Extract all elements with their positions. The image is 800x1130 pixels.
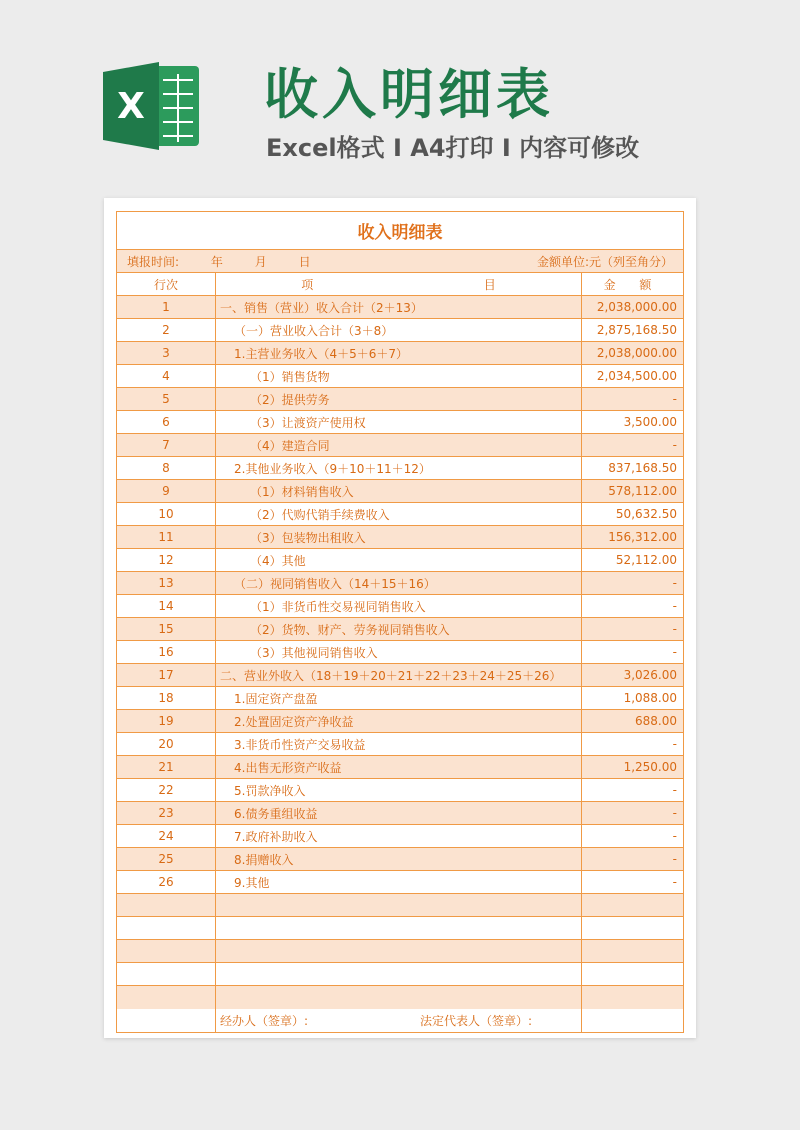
page-header: [0, 0, 800, 190]
table-row: [117, 687, 683, 710]
row-number: 18: [117, 687, 216, 709]
col-header-amount: 金 额: [603, 277, 662, 292]
page-title: 收入明细表: [264, 63, 554, 126]
blank-row: [117, 894, 683, 917]
row-number: 11: [117, 526, 216, 548]
row-amount: -: [672, 645, 677, 659]
row-item: （1）材料销售收入: [216, 480, 582, 502]
row-item: （2）代购代销手续费收入: [216, 503, 582, 525]
table-title: 收入明细表: [117, 212, 683, 250]
unit-label: 金额单位:元（列至角分）: [536, 254, 673, 269]
row-number: 9: [117, 480, 216, 502]
handler-label: 经办人（签章）:: [220, 1014, 309, 1028]
table-row: [117, 756, 683, 779]
row-number: 14: [117, 595, 216, 617]
table-row: [117, 411, 683, 434]
table-row: [117, 618, 683, 641]
row-amount: 578,112.00: [608, 484, 677, 498]
row-amount: 156,312.00: [608, 530, 677, 544]
row-item: 2.处置固定资产净收益: [216, 710, 582, 732]
row-number: 3: [117, 342, 216, 364]
row-item: 6.债务重组收益: [216, 802, 582, 824]
row-number: 1: [117, 296, 216, 318]
table-row: [117, 595, 683, 618]
row-amount: -: [672, 737, 677, 751]
row-number: 25: [117, 848, 216, 870]
table-row: [117, 572, 683, 595]
row-item: （3）让渡资产使用权: [216, 411, 582, 433]
row-number: 12: [117, 549, 216, 571]
table-row: [117, 388, 683, 411]
table-row: [117, 319, 683, 342]
table-row: [117, 434, 683, 457]
row-amount: 2,038,000.00: [596, 300, 677, 314]
row-amount: -: [672, 576, 677, 590]
row-number: 15: [117, 618, 216, 640]
table-row: [117, 710, 683, 733]
row-amount: -: [672, 392, 677, 406]
row-number: 5: [117, 388, 216, 410]
row-item: （3）其他视同销售收入: [216, 641, 582, 663]
excel-logo-icon: [103, 58, 203, 154]
row-number: 21: [117, 756, 216, 778]
row-item: （3）包装物出租收入: [216, 526, 582, 548]
row-item: 5.罚款净收入: [216, 779, 582, 801]
row-item: 7.政府补助收入: [216, 825, 582, 847]
row-item: 4.出售无形资产收益: [216, 756, 582, 778]
row-item: 1.固定资产盘盈: [216, 687, 582, 709]
table-row: [117, 802, 683, 825]
row-item: 8.捐赠收入: [216, 848, 582, 870]
row-item: （一）营业收入合计（3＋8）: [216, 319, 582, 341]
table-row: [117, 825, 683, 848]
row-amount: 3,026.00: [623, 668, 677, 682]
row-number: 13: [117, 572, 216, 594]
row-amount: -: [672, 783, 677, 797]
table-row: [117, 526, 683, 549]
row-amount: 688.00: [635, 714, 677, 728]
signature-row: [117, 1009, 683, 1032]
row-amount: 52,112.00: [615, 553, 677, 567]
row-amount: -: [672, 852, 677, 866]
row-item: （1）销售货物: [216, 365, 582, 387]
blank-row: [117, 917, 683, 940]
table-row: [117, 457, 683, 480]
row-item: （2）货物、财产、劳务视同销售收入: [216, 618, 582, 640]
row-number: 8: [117, 457, 216, 479]
row-item: 二、营业外收入（18＋19＋20＋21＋22＋23＋24＋25＋26）: [216, 664, 582, 686]
row-amount: 2,038,000.00: [596, 346, 677, 360]
table-row: [117, 733, 683, 756]
row-item: （4）其他: [216, 549, 582, 571]
row-amount: -: [672, 829, 677, 843]
row-amount: 1,088.00: [623, 691, 677, 705]
table-row: [117, 779, 683, 802]
column-header-row: [117, 273, 683, 296]
row-amount: -: [672, 875, 677, 889]
table-row: [117, 641, 683, 664]
table-row: [117, 296, 683, 319]
blank-row: [117, 986, 683, 1009]
table-row: [117, 342, 683, 365]
row-amount: 50,632.50: [615, 507, 677, 521]
blank-row: [117, 963, 683, 986]
row-number: 24: [117, 825, 216, 847]
legal-rep-label: 法定代表人（签章）:: [420, 1014, 533, 1028]
row-amount: 837,168.50: [608, 461, 677, 475]
row-item: 1.主营业务收入（4＋5＋6＋7）: [216, 342, 582, 364]
row-number: 23: [117, 802, 216, 824]
row-item: （2）提供劳务: [216, 388, 582, 410]
row-number: 10: [117, 503, 216, 525]
row-number: 7: [117, 434, 216, 456]
row-number: 22: [117, 779, 216, 801]
row-amount: -: [672, 438, 677, 452]
row-item: （4）建造合同: [216, 434, 582, 456]
table-row: [117, 503, 683, 526]
row-amount: 2,875,168.50: [596, 323, 677, 337]
row-amount: 3,500.00: [623, 415, 677, 429]
page-subtitle: Excel格式 Ⅰ A4打印 Ⅰ 内容可修改: [266, 134, 640, 162]
row-number: 4: [117, 365, 216, 387]
row-item: 2.其他业务收入（9＋10＋11＋12）: [216, 457, 582, 479]
row-number: 17: [117, 664, 216, 686]
svg-text:X: X: [117, 86, 145, 127]
table-row: [117, 871, 683, 894]
table-row: [117, 848, 683, 871]
row-item: （二）视同销售收入（14＋15＋16）: [216, 572, 582, 594]
row-amount: -: [672, 622, 677, 636]
row-amount: 1,250.00: [623, 760, 677, 774]
row-item: 9.其他: [216, 871, 582, 893]
info-row: [117, 250, 683, 273]
blank-row: [117, 940, 683, 963]
row-number: 2: [117, 319, 216, 341]
income-table: [116, 211, 684, 1033]
table-row: [117, 365, 683, 388]
row-item: 一、销售（营业）收入合计（2＋13）: [216, 296, 582, 318]
col-header-item: 项 目: [216, 273, 582, 295]
row-amount: -: [672, 599, 677, 613]
fill-time: 填报时间: 年 月 日: [127, 254, 311, 269]
row-number: 20: [117, 733, 216, 755]
row-number: 16: [117, 641, 216, 663]
row-number: 6: [117, 411, 216, 433]
table-row: [117, 664, 683, 687]
table-row: [117, 549, 683, 572]
row-item: （1）非货币性交易视同销售收入: [216, 595, 582, 617]
row-number: 26: [117, 871, 216, 893]
row-amount: -: [672, 806, 677, 820]
row-item: 3.非货币性资产交易收益: [216, 733, 582, 755]
col-header-no: 行次: [117, 273, 216, 295]
row-number: 19: [117, 710, 216, 732]
row-amount: 2,034,500.00: [596, 369, 677, 383]
table-row: [117, 480, 683, 503]
